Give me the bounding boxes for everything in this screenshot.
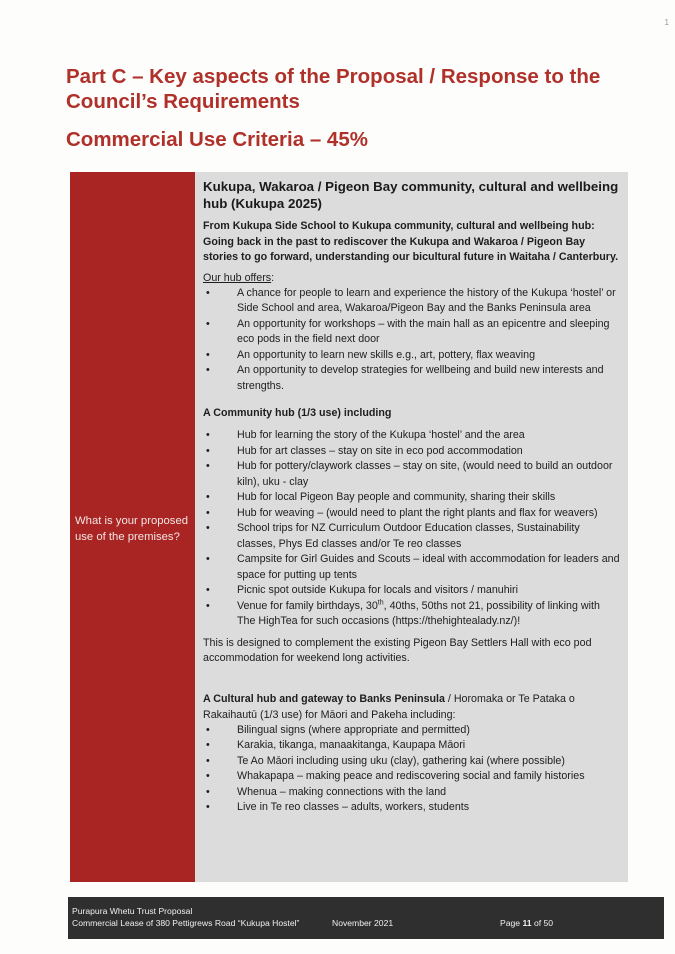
list-item: • Hub for pottery/claywork classes – stay on site, (would need to build an outdoor kiln), uku - clay [203, 459, 620, 490]
page-total: 50 [543, 918, 554, 928]
list-item: • Bilingual signs (where appropriate and permitted) [203, 723, 620, 739]
question-text: What is your proposed use of the premises? [75, 515, 189, 543]
list-item: • An opportunity to learn new skills e.g., art, pottery, flax weaving [203, 348, 620, 364]
list-item: • Hub for weaving – (would need to plant the right plants and flax for weavers) [203, 506, 620, 522]
venue-superscript: th [377, 598, 384, 606]
list-item: • Hub for learning the story of the Kukupa ‘hostel’ and the area [203, 428, 620, 444]
footer-page-number [500, 918, 553, 928]
community-list [203, 428, 620, 630]
list-item: • Live in Te reo classes – adults, workers, students [203, 800, 620, 816]
criteria-subheading: Commercial Use Criteria – 45% [66, 128, 368, 151]
footer-lease-title: Commercial Lease of 380 Pettigrews Road “Kukupa Hostel” [72, 918, 300, 928]
list-item: • Te Ao Māori including using uku (clay), gathering kai (where possible) [203, 754, 620, 770]
cultural-hub-title-rest: / Horomaka or Te Pataka o Rakaihautū (1/3 use) for Māori and Pakeha including: [203, 692, 575, 721]
page-footer [68, 897, 664, 939]
list-item: • An opportunity to develop strategies for wellbeing and build new interests and strengths. [203, 363, 620, 394]
list-item: • Whakapapa – making peace and rediscovering social and family histories [203, 769, 620, 785]
list-item: • An opportunity for workshops – with the main hall as an epicentre and sleeping eco pods in the field next door [203, 317, 620, 348]
list-item-venue [203, 599, 620, 630]
question-cell [70, 172, 195, 882]
list-item: • Hub for art classes – stay on site in eco pod accommodation [203, 444, 620, 460]
list-item: • Picnic spot outside Kukupa for locals and visitors / manuhiri [203, 583, 620, 599]
list-item: • Hub for local Pigeon Bay people and community, sharing their skills [203, 490, 620, 506]
offers-label [203, 271, 620, 286]
footer-date: November 2021 [332, 918, 394, 928]
offers-label-text: Our hub offers [203, 271, 272, 284]
venue-text-end: , 40ths, 50ths not 21, possibility of linking with The HighTea for such occasions (https://thehightealady.nz/)! [237, 599, 600, 627]
community-note: This is designed to complement the existing Pigeon Bay Settlers Hall with eco pod accommodation for weekend long activities. [203, 636, 592, 664]
hub-intro: From Kukupa Side School to Kukupa community, cultural and wellbeing hub: Going back in the past to rediscover the Kukupa and Wakaroa / Pigeon Bay stories to go forward, understanding our bicultural future in Waitaha / Canterbury. [203, 220, 619, 263]
community-hub-title: A Community hub (1/3 use) including [203, 407, 392, 419]
list-item: • Campsite for Girl Guides and Scouts – ideal with accommodation for leaders and space for putting up tents [203, 552, 620, 583]
cultural-hub-title-bold: A Cultural hub and gateway to Banks Peninsula [203, 692, 445, 705]
page-prefix: Page [500, 918, 523, 928]
list-item: • Whenua – making connections with the land [203, 785, 620, 801]
cultural-list [203, 723, 620, 816]
page-edge-mark: 1 [664, 18, 669, 27]
cultural-hub-title [203, 691, 620, 723]
page-of: of [531, 918, 544, 928]
footer-proposal-name: Purapura Whetu Trust Proposal [72, 906, 193, 916]
hub-title: Kukupa, Wakaroa / Pigeon Bay community, cultural and wellbeing hub (Kukupa 2025) [203, 179, 619, 211]
list-item: • A chance for people to learn and experience the history of the Kukupa ‘hostel’ or Side School and area, Wakaroa/Pigeon Bay and the Banks Peninsula area [203, 286, 620, 317]
answer-cell [195, 172, 628, 882]
offers-label-colon: : [271, 271, 275, 284]
list-item: • School trips for NZ Curriculum Outdoor Education classes, Sustainability classes, Phys Ed classes and/or Te reo classes [203, 521, 620, 552]
list-item: • Karakia, tikanga, manaakitanga, Kaupapa Māori [203, 738, 620, 754]
page-current: 11 [522, 918, 532, 928]
page-heading: Part C – Key aspects of the Proposal / Response to the Council’s Requirements [66, 65, 601, 113]
offers-list [203, 286, 620, 395]
proposal-table [70, 172, 628, 882]
venue-text-start: Venue for family birthdays, 30 [237, 599, 378, 612]
